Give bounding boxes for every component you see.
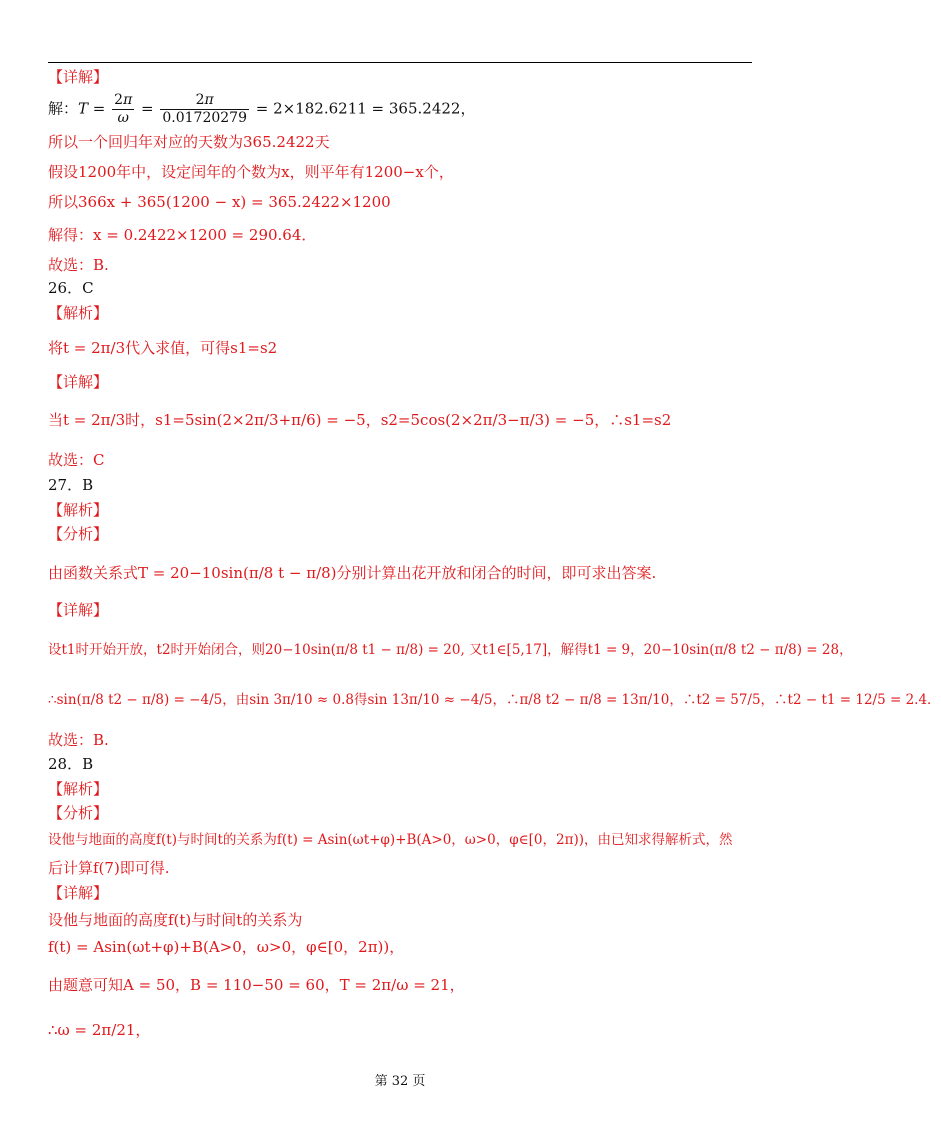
sec26-answer: 故选：C	[48, 451, 105, 469]
sec27-detail-line2: ∴sin(π/8 t2 − π/8) = −4/5，由sin 3π/10 ≈ 0.8得sin 13π/10 ≈ −4/5，∴π/8 t2 − π/8 = 13π/10，∴t2 = 57/5，∴t2 − t1 = 12/5 = 2.4．	[48, 692, 941, 708]
tag-detail: 【详解】	[48, 68, 109, 86]
sec28-detail-line2: f(t) = Asin(ωt+φ)+B(A>0，ω>0，φ∈[0，2π))，	[48, 938, 405, 956]
sec28-detail-line3: 由题意可知A = 50，B = 110−50 = 60，T = 2π/ω = 21，	[48, 976, 465, 994]
sec28-tag-analysis: 【解析】	[48, 780, 109, 798]
sec27-answer: 故选：B.	[48, 731, 109, 749]
sec28-heading: 28．B	[48, 755, 94, 773]
sec27-tag-fenxi: 【分析】	[48, 525, 109, 543]
sec28-detail-line4: ∴ω = 2π/21，	[48, 1021, 151, 1039]
sec25-line2: 所以一个回归年对应的天数为365.2422天	[48, 133, 330, 151]
sec27-tag-detail: 【详解】	[48, 601, 109, 619]
sec28-tag-detail: 【详解】	[48, 884, 109, 902]
sec27-tag-analysis: 【解析】	[48, 501, 109, 519]
sec25-line4: 所以366x + 365(1200 − x) = 365.2422×1200	[48, 193, 391, 211]
sec25-line3: 假设1200年中，设定闰年的个数为x，则平年有1200−x个，	[48, 163, 454, 181]
header-rule	[48, 62, 752, 63]
sec28-analysis-line1: 设他与地面的高度f(t)与时间t的关系为f(t) = Asin(ωt+φ)+B(A>0，ω>0，φ∈[0，2π))，由已知求得解析式，然	[48, 832, 733, 848]
sec27-analysis-line: 由函数关系式T = 20−10sin(π/8 t − π/8)分别计算出花开放和闭合的时间，即可求出答案.	[48, 564, 657, 582]
sec26-heading: 26．C	[48, 279, 94, 297]
sec27-heading: 27．B	[48, 476, 94, 494]
sec28-tag-fenxi: 【分析】	[48, 804, 109, 822]
sec26-tag-detail: 【详解】	[48, 373, 109, 391]
sec25-line5: 解得：x = 0.2422×1200 = 290.64．	[48, 226, 317, 244]
sec25-answer: 故选：B.	[48, 256, 109, 274]
sec26-tag-analysis: 【解析】	[48, 304, 109, 322]
sec27-detail-line1: 设t1时开始开放，t2时开始闭合，则20−10sin(π/8 t1 − π/8) = 20, 又t1∈[5,17]，解得t1 = 9，20−10sin(π/8 t2 − π/8) = 28，	[48, 642, 853, 658]
sec26-analysis-line: 将t = 2π/3代入求值，可得s1=s2	[48, 339, 278, 357]
sec26-detail-line: 当t = 2π/3时，s1=5sin(2×2π/3+π/6) = −5，s2=5cos(2×2π/3−π/3) = −5，∴s1=s2	[48, 411, 672, 429]
sec28-detail-line1: 设他与地面的高度f(t)与时间t的关系为	[48, 911, 303, 929]
page-number: 第 32 页	[374, 1074, 426, 1089]
sec25-line1: 解：T = $\frac{2\pi}{\omega}$ = $\frac{2\pi}{0.01720279}$ = 2×182.6211 = 365.2422，	[48, 92, 476, 126]
sec28-analysis-line2: 后计算f(7)即可得.	[48, 859, 170, 877]
